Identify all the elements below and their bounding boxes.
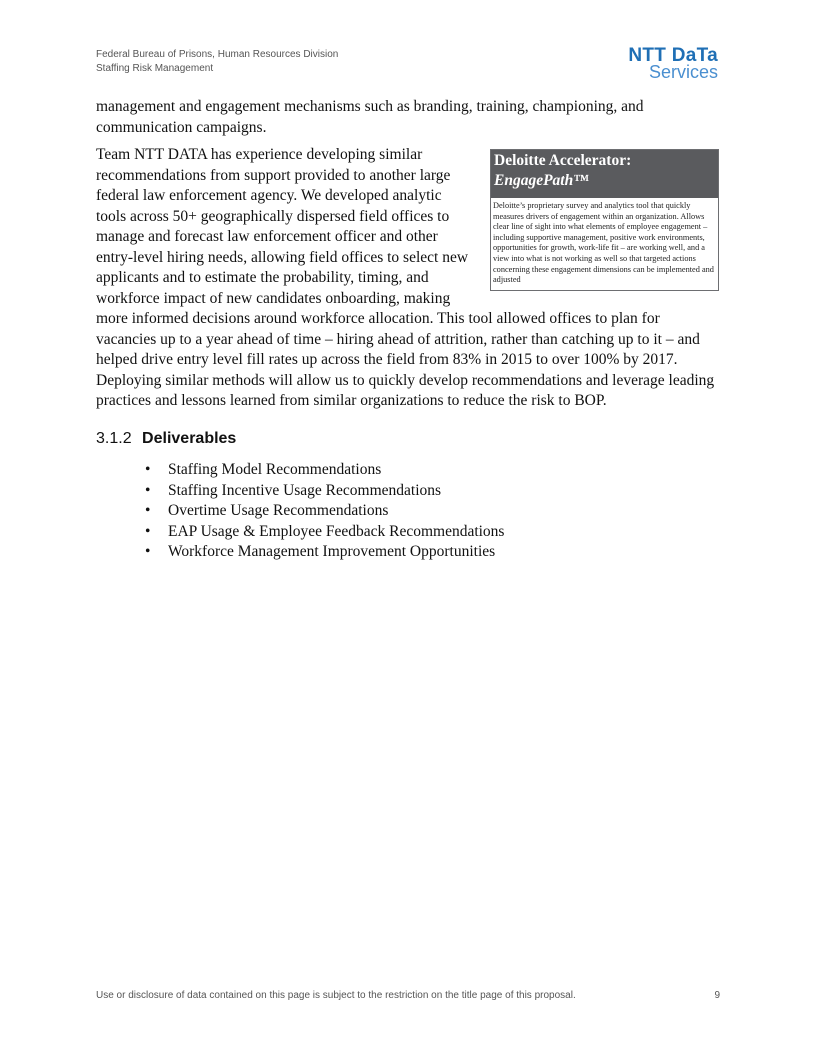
list-item: • EAP Usage & Employee Feedback Recommendations xyxy=(168,522,504,543)
section-number: 3.1.2 xyxy=(96,430,132,447)
deliverables-list xyxy=(168,460,504,563)
paragraph-experience-text: Team NTT DATA has experience developing similar recommendations from support provided to another large federal law enforcement agency. We developed analytic tools across 50+ geographically dispersed field offices to manage and forecast law enforcement officer and other entry-level hiring needs, allowing field offices to select new applicants and to estimate the probability, timing, and workforce impact of new candidates onboarding, making more informed decisions around workforce allocation. This tool allowed offices to plan for vacancies up to a year ahead of time – hiring ahead of attrition, rather than catching up to it – and helped drive entry level fill rates up across the field from 83% in 2015 to over 100% by 2017. Deploying similar methods will allow us to quickly develop recommendations and leverage leading practices and lessons learned from similar organizations to reduce the risk to BOP. xyxy=(96,146,715,409)
ntt-data-logo xyxy=(628,47,718,81)
list-item: • Staffing Incentive Usage Recommendations xyxy=(168,481,504,502)
header-organization: Federal Bureau of Prisons, Human Resources Division xyxy=(96,49,339,60)
paragraph-experience xyxy=(96,145,719,412)
header-project: Staffing Risk Management xyxy=(96,63,214,74)
page-footer xyxy=(96,990,720,1001)
logo-wordmark: NTT DaTa xyxy=(628,45,718,66)
section-title: Deliverables xyxy=(142,430,237,447)
sidebar-subtitle: EngagePath™ xyxy=(494,172,589,189)
list-item: • Workforce Management Improvement Opportunities xyxy=(168,542,504,563)
list-item: • Staffing Model Recommendations xyxy=(168,460,504,481)
footer-notice: Use or disclosure of data contained on this page is subject to the restriction on the title page of this proposal. xyxy=(96,990,576,1001)
sidebar-header xyxy=(491,150,718,198)
sidebar-description: Deloitte’s proprietary survey and analytics tool that quickly measures drivers of engagement within an organization. Allows clear line of sight into what elements of employee engagement – including supportive management, positive work environments, opportunities for growth, work-life fit – are working well, and a view into what is not working as well so that targeted actions concerning these engagement dimensions can be implemented and adjusted xyxy=(493,201,714,285)
accelerator-sidebar xyxy=(490,149,719,291)
list-item: • Overtime Usage Recommendations xyxy=(168,501,504,522)
section-heading xyxy=(96,430,236,448)
page-header xyxy=(96,48,338,76)
paragraph-intro: management and engagement mechanisms such as branding, training, championing, and communication campaigns. xyxy=(96,98,644,136)
sidebar-title: Deloitte Accelerator: xyxy=(494,152,632,169)
logo-services: Services xyxy=(648,62,718,82)
page-number: 9 xyxy=(714,990,720,1001)
